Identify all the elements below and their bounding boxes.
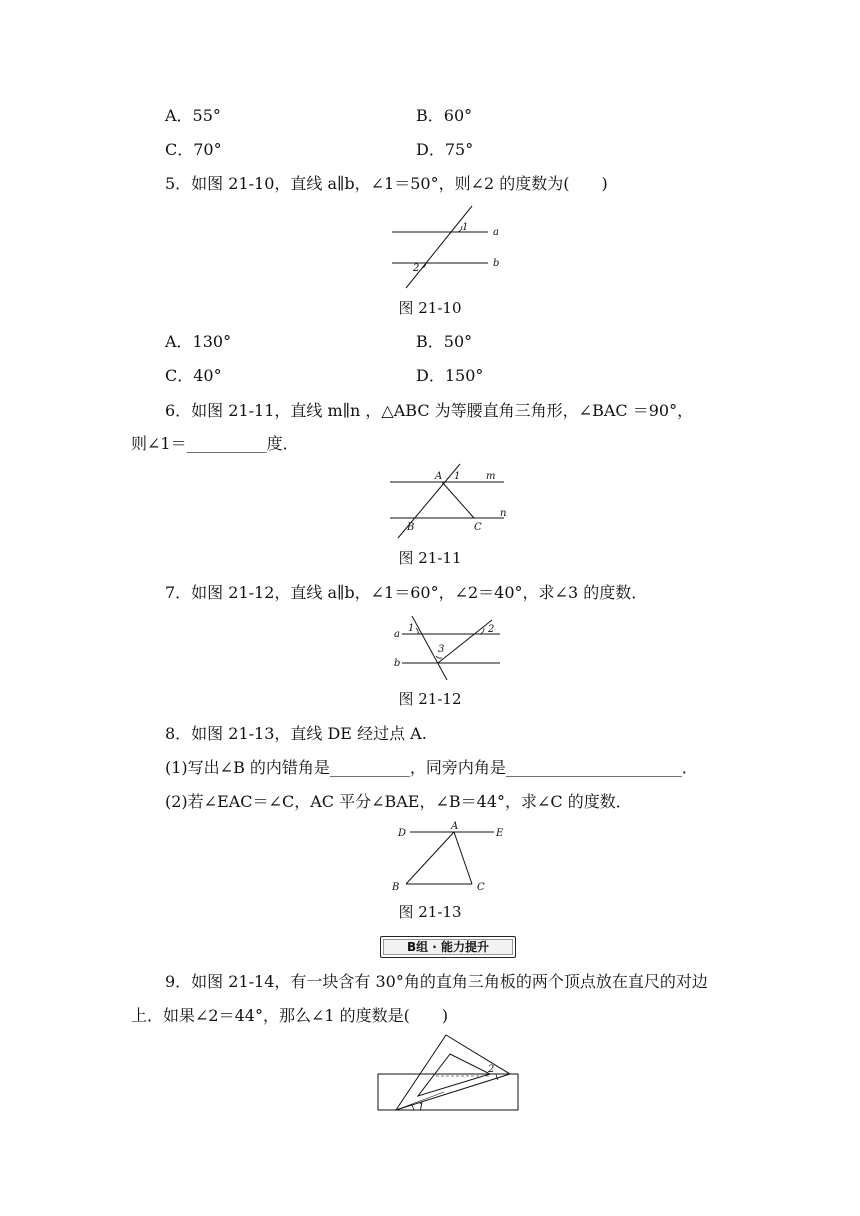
q6-stem-line2: 则∠1＝__________度． bbox=[131, 434, 299, 453]
label-n: n bbox=[500, 508, 507, 519]
label-1: 1 bbox=[408, 623, 415, 634]
caption-21-13: 图 21-13 bbox=[398, 903, 462, 921]
label-m: m bbox=[486, 471, 496, 482]
q4-option-c: C．70° bbox=[165, 140, 222, 159]
figure-21-14 bbox=[374, 1032, 522, 1114]
label-D: D bbox=[398, 828, 407, 839]
section-badge: B组 · 能力提升 bbox=[380, 936, 516, 958]
label-1: 1 bbox=[418, 1102, 425, 1113]
label-2: 2 bbox=[413, 263, 420, 274]
label-2: 2 bbox=[488, 624, 495, 635]
label-A: A bbox=[435, 471, 443, 482]
q8-stem: 8．如图 21-13，直线 DE 经过点 A. bbox=[165, 724, 427, 743]
label-C: C bbox=[477, 882, 485, 893]
q5-option-b: B．50° bbox=[416, 332, 473, 351]
label-B: B bbox=[392, 882, 400, 893]
label-1: 1 bbox=[462, 222, 469, 233]
figure-21-10 bbox=[388, 204, 506, 290]
q4-option-d: D．75° bbox=[416, 140, 474, 159]
label-2: 2 bbox=[488, 1064, 495, 1075]
q4-option-b: B．60° bbox=[416, 106, 473, 125]
q5-option-d: D．150° bbox=[416, 366, 484, 385]
label-a: a bbox=[493, 227, 499, 238]
caption-21-11: 图 21-11 bbox=[398, 549, 462, 567]
q5-stem: 5．如图 21-10，直线 a∥b，∠1＝50°，则∠2 的度数为( ) bbox=[165, 174, 608, 193]
q9-stem-line1: 9．如图 21-14，有一块含有 30°角的直角三角板的两个顶点放在直尺的对边 bbox=[165, 972, 708, 991]
q5-option-c: C．40° bbox=[165, 366, 222, 385]
label-b: b bbox=[493, 258, 500, 269]
q9-stem-line2: 上．如果∠2＝44°，那么∠1 的度数是( ) bbox=[131, 1006, 449, 1025]
q5-option-a: A．130° bbox=[165, 332, 232, 351]
q8-part2: (2)若∠EAC＝∠C，AC 平分∠BAE，∠B＝44°，求∠C 的度数． bbox=[165, 792, 632, 811]
label-a: a bbox=[394, 629, 400, 640]
q6-stem-line1: 6．如图 21-11，直线 m∥n ，△ABC 为等腰直角三角形，∠BAC ＝90°， bbox=[165, 401, 694, 420]
q4-option-a: A．55° bbox=[165, 106, 221, 125]
label-A: A bbox=[451, 821, 459, 832]
caption-21-10: 图 21-10 bbox=[398, 299, 462, 317]
figure-21-12 bbox=[392, 612, 504, 682]
label-B: B bbox=[407, 522, 415, 533]
label-1: 1 bbox=[454, 471, 461, 482]
label-E: E bbox=[496, 828, 504, 839]
figure-21-13 bbox=[390, 820, 512, 896]
figure-21-11 bbox=[388, 462, 508, 540]
label-3: 3 bbox=[438, 644, 445, 655]
label-C: C bbox=[474, 522, 482, 533]
caption-21-12: 图 21-12 bbox=[398, 690, 462, 708]
q7-stem: 7．如图 21-12，直线 a∥b，∠1＝60°，∠2＝40°，求∠3 的度数． bbox=[165, 583, 648, 602]
q8-part1: (1)写出∠B 的内错角是__________，同旁内角是______________________． bbox=[165, 758, 698, 777]
label-b: b bbox=[394, 658, 401, 669]
